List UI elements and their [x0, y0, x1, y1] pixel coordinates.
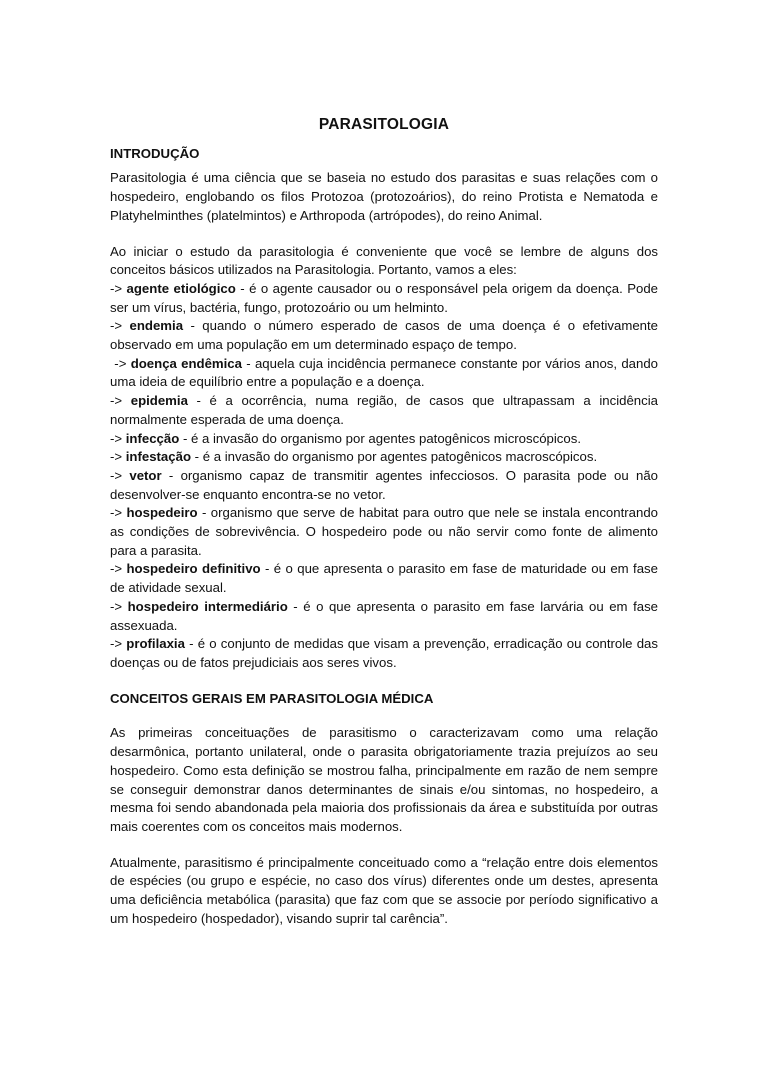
definition-term: infecção	[125, 430, 180, 446]
intro-heading: INTRODUÇÃO	[110, 145, 200, 161]
definition-item: -> vetor - organismo capaz de transmitir agentes infecciosos. O parasita pode ou não desenvolver-se enquanto encontra-se no vetor.	[110, 467, 658, 502]
definition-item: -> epidemia - é a ocorrência, numa região, de casos que ultrapassam a incidência normalmente esperada de uma doença.	[110, 393, 658, 427]
document-title: PARASITOLOGIA	[318, 116, 450, 133]
definition-term: epidemia	[130, 393, 188, 409]
definition-item: -> endemia - quando o número esperado de casos de uma doença é o efetivamente observado em uma população em um determinado espaço de tempo.	[110, 318, 658, 353]
definition-item: -> doença endêmica - aquela cuja incidência permanece constante por vários anos, dando uma ideia de equilíbrio entre a população e a doença.	[110, 355, 662, 390]
definition-term: hospedeiro intermediário	[127, 598, 288, 614]
document-page	[110, 116, 662, 928]
concepts-intro-paragraph: Ao iniciar o estudo da parasitologia é conveniente que você se lembre de alguns dos conceitos básicos utilizados na Parasitologia. Portanto, vamos a eles:	[110, 243, 658, 278]
definition-item: -> infecção - é a invasão do organismo por agentes patogênicos microscópicos.	[110, 430, 581, 446]
definition-term: agente etiológico	[126, 280, 236, 296]
concepts-paragraph-1: As primeiras conceituações de parasitismo o caracterizavam como uma relação desarmônica, portanto unilateral, onde o parasita obrigatoriamente trazia prejuízos ao seu hospedeiro. Como esta definição se mostrou falha, principalmente em razão de nem sempre se conseguir demonstrar danos determinantes de sinais e/ou sintomas, no hospedeiro, a mesma foi sendo abandonada pela maioria dos profissionais da área e substituída por outras mais coerentes com os conceitos mais modernos.	[110, 725, 658, 834]
definition-term: profilaxia	[126, 636, 185, 652]
concepts-heading: CONCEITOS GERAIS EM PARASITOLOGIA MÉDICA	[110, 690, 434, 706]
concepts-paragraph-2: Atualmente, parasitismo é principalmente conceituado como a “relação entre dois elementos de espécies (ou grupo e espécie, no caso dos vírus) diferentes onde um destes, apresenta uma deficiência metabólica (parasita) que faz com que se associe por período significativo a um hospedeiro (hospedador), visando suprir tal carência”.	[110, 854, 658, 926]
definition-item: -> profilaxia - é o conjunto de medidas que visam a prevenção, erradicação ou controle das doenças ou de fatos prejudiciais aos seres vivos.	[110, 636, 658, 670]
definition-term: hospedeiro definitivo	[126, 561, 261, 577]
definition-item: -> hospedeiro intermediário - é o que apresenta o parasito em fase larvária ou em fase assexuada.	[110, 598, 658, 633]
definition-term: doença endêmica	[130, 355, 242, 371]
definitions-list	[110, 280, 662, 673]
definition-term: vetor	[129, 467, 162, 483]
definition-item: -> hospedeiro - organismo que serve de habitat para outro que nele se instala encontrando as condições de sobrevivência. O hospedeiro pode ou não servir como fonte de alimento para a parasita.	[110, 505, 658, 558]
definition-item: -> hospedeiro definitivo - é o que apresenta o parasito em fase de maturidade ou em fase de atividade sexual.	[110, 561, 658, 596]
definition-term: hospedeiro	[126, 505, 198, 521]
definition-term: endemia	[129, 318, 184, 334]
definition-item: -> agente etiológico - é o agente causador ou o responsável pela origem da doença. Pode ser um vírus, bactéria, fungo, protozoário ou um helminto.	[110, 280, 658, 315]
definition-term: infestação	[125, 449, 191, 465]
definition-item: -> infestação - é a invasão do organismo por agentes patogênicos macroscópicos.	[110, 449, 598, 465]
intro-paragraph: Parasitologia é uma ciência que se baseia no estudo dos parasitas e suas relações com o hospedeiro, englobando os filos Protozoa (protozoários), do reino Protista e Nematoda e Platyhelminthes (platelmintos) e Arthropoda (artrópodes), do reino Animal.	[110, 170, 658, 223]
